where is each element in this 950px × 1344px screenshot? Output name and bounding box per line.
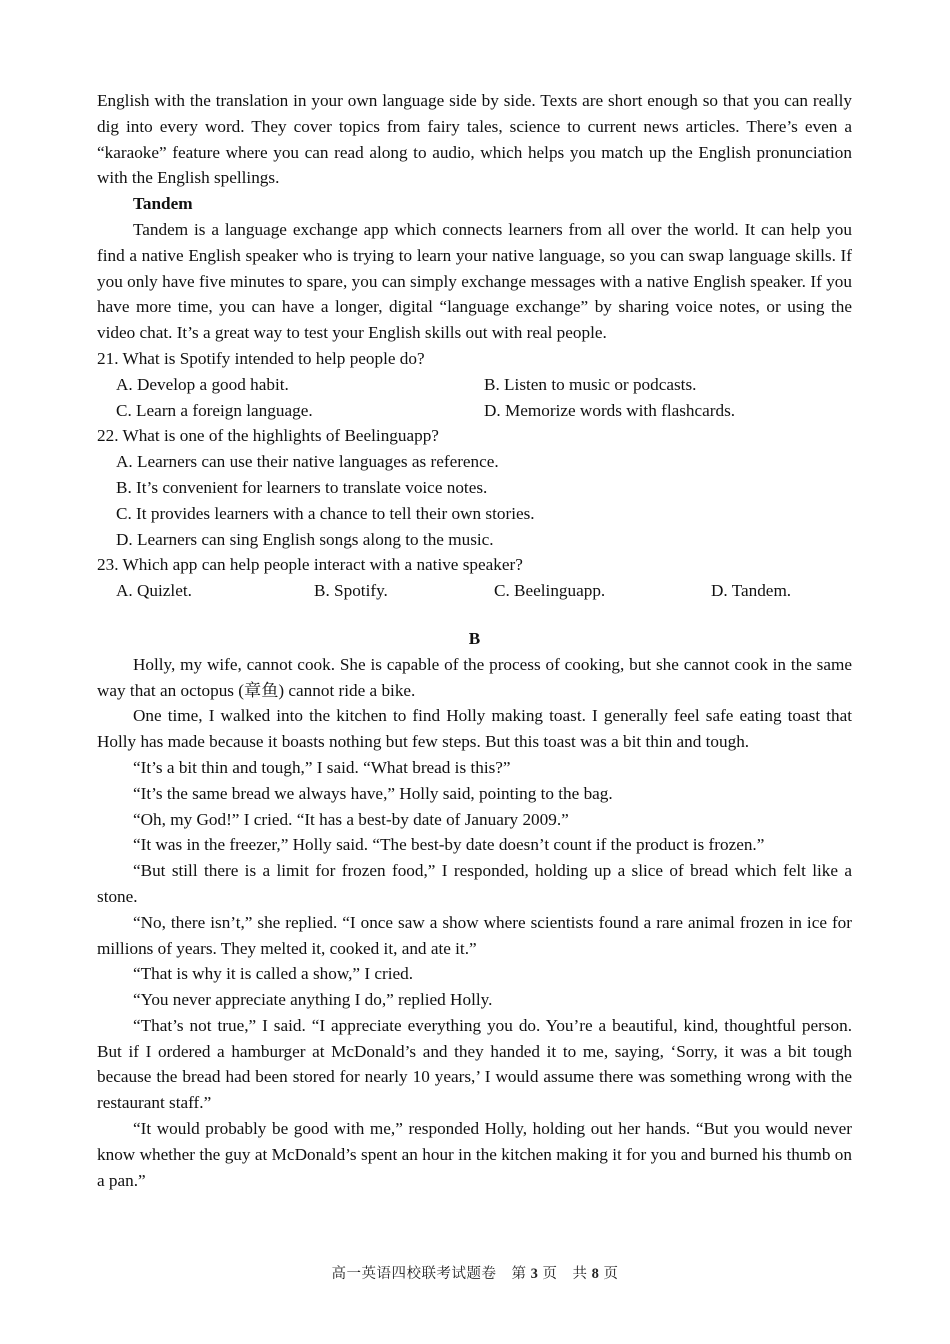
question-22-stem: 22. What is one of the highlights of Beelinguapp? xyxy=(97,426,439,446)
question-23-options-row xyxy=(97,578,852,604)
tandem-paragraph: Tandem is a language exchange app which connects learners from all over the world. It can help you find a native English speaker who is trying to learn your native language, so you can swap language skills. If you only have five minutes to spare, you can simply exchange messages with a native English speaker. If you have more time, you can have a longer, digital “language exchange” by sharing voice notes, or using the video chat. It’s a great way to test your English skills out with real people. xyxy=(97,219,852,343)
section-b-paragraph: “It was in the freezer,” Holly said. “The best-by date doesn’t count if the product is frozen.” xyxy=(133,835,765,855)
page-footer xyxy=(0,1262,950,1283)
question-21-option-c: C. Learn a foreign language. xyxy=(116,400,313,420)
section-b-paragraph: “It’s the same bread we always have,” Holly said, pointing to the bag. xyxy=(133,783,613,803)
section-b-title: B xyxy=(468,628,481,648)
question-23-option-d: D. Tandem. xyxy=(711,581,792,601)
question-23-option-a: A. Quizlet. xyxy=(116,581,192,601)
tandem-heading: Tandem xyxy=(133,194,193,214)
question-21-option-b: B. Listen to music or podcasts. xyxy=(484,374,697,394)
exam-page xyxy=(97,88,852,1193)
section-b-paragraph: “But still there is a limit for frozen food,” I responded, holding up a slice of bread which felt like a stone. xyxy=(97,861,852,906)
question-23-option-c: C. Beelinguapp. xyxy=(494,581,606,601)
question-23-stem: 23. Which app can help people interact with a native speaker? xyxy=(97,555,523,575)
section-b-paragraph: Holly, my wife, cannot cook. She is capable of the process of cooking, but she cannot cook in the same way that an octopus (章鱼) cannot ride a bike. xyxy=(97,654,852,700)
section-b-paragraph: “Oh, my God!” I cried. “It has a best-by date of January 2009.” xyxy=(133,809,569,829)
intro-paragraph: English with the translation in your own language side by side. Texts are short enough so that you can really dig into every word. They cover topics from fairy tales, science to current news articles. There’s even a “karaoke” feature where you can read along to audio, which helps you match up the English pronunciation with the English spellings. xyxy=(97,91,852,188)
footer-prefix: 高一英语四校联考试题卷 第 xyxy=(331,1266,527,1282)
section-b-paragraph: “It’s a bit thin and tough,” I said. “What bread is this?” xyxy=(133,757,511,777)
question-21-option-a: A. Develop a good habit. xyxy=(116,374,289,394)
question-23-option-b: B. Spotify. xyxy=(314,581,388,601)
section-b-paragraph: One time, I walked into the kitchen to find Holly making toast. I generally feel safe eating toast that Holly has made because it boasts nothing but few steps. But this toast was a bit thin and tough. xyxy=(97,706,852,752)
section-b-paragraph: “No, there isn’t,” she replied. “I once saw a show where scientists found a rare animal frozen in ice for millions of years. They melted it, cooked it, and ate it.” xyxy=(97,912,852,958)
section-b-paragraph: “You never appreciate anything I do,” replied Holly. xyxy=(133,990,493,1010)
question-21-stem: 21. What is Spotify intended to help people do? xyxy=(97,348,425,368)
question-22-option-b: B. It’s convenient for learners to translate voice notes. xyxy=(116,477,488,497)
section-b-paragraph: “That’s not true,” I said. “I appreciate everything you do. You’re a beautiful, kind, thoughtful person. But if I ordered a hamburger at McDonald’s and they handed it to me, saying, ‘Sorry, it was a bit tough because the bread had been stored for nearly 10 years,’ I would assume there was something wrong with the restaurant staff.” xyxy=(97,1015,852,1113)
footer-suffix: 页 xyxy=(603,1266,619,1282)
question-22-option-a: A. Learners can use their native languages as reference. xyxy=(116,452,499,472)
question-21-option-d: D. Memorize words with flashcards. xyxy=(484,400,736,420)
footer-page-number: 3 xyxy=(530,1266,539,1282)
question-21-options-row-1 xyxy=(97,372,852,398)
question-22-option-d: D. Learners can sing English songs along to the music. xyxy=(116,529,494,549)
footer-mid: 页 共 xyxy=(542,1266,588,1282)
section-b-paragraph: “It would probably be good with me,” responded Holly, holding out her hands. “But you would never know whether the guy at McDonald’s spent an hour in the kitchen making it for you and burned his thumb on a pan.” xyxy=(97,1119,852,1190)
section-b-paragraph: “That is why it is called a show,” I cried. xyxy=(133,964,414,984)
question-22-option-c: C. It provides learners with a chance to tell their own stories. xyxy=(116,503,535,523)
footer-total-pages: 8 xyxy=(591,1266,600,1282)
question-21-options-row-2 xyxy=(97,398,852,424)
